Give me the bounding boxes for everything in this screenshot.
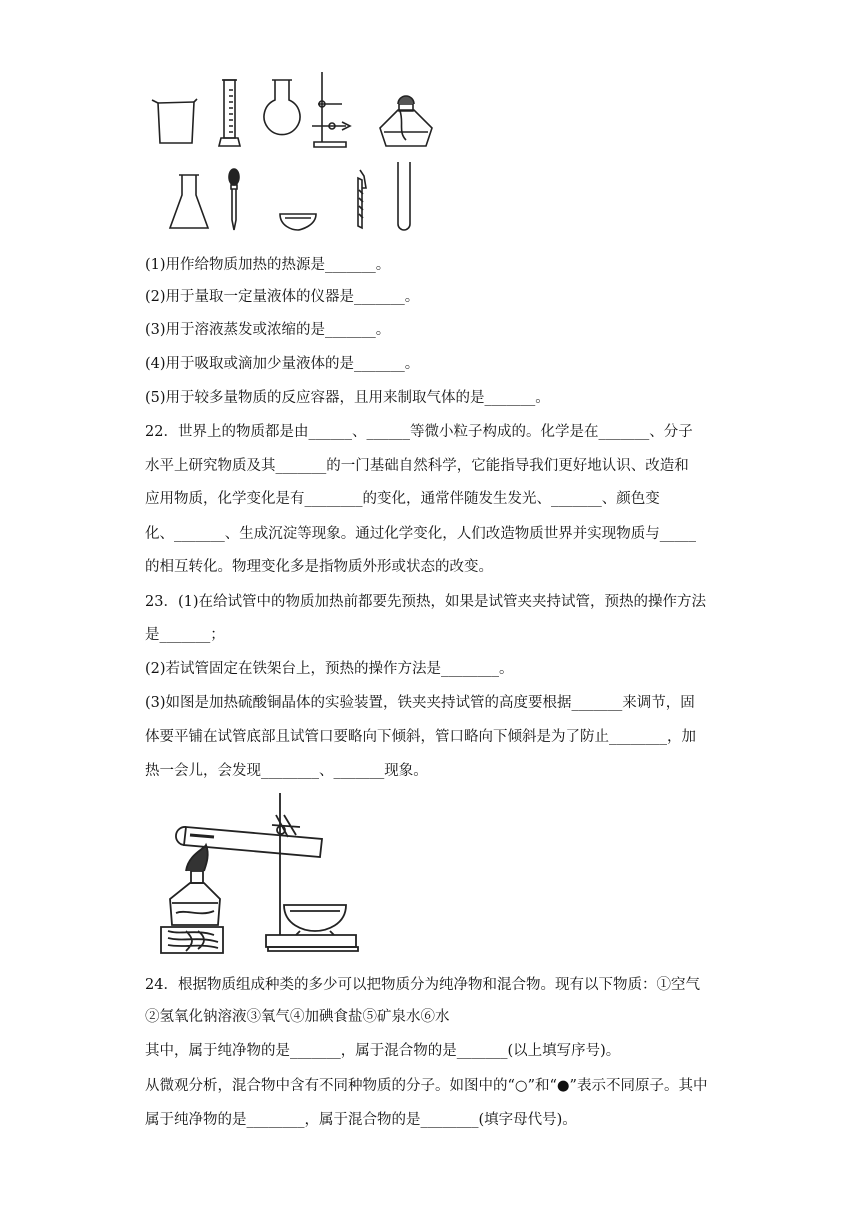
question-21-part-5: (5)用于较多量物质的反应容器，且用来制取气体的是_______。 bbox=[145, 390, 550, 406]
iron-stand-icon bbox=[266, 793, 358, 951]
evaporating-dish-icon bbox=[280, 214, 316, 230]
beaker-icon bbox=[152, 99, 197, 143]
question-22-line: 水平上研究物质及其_______的一门基础自然科学，它能指导我们更好地认识、改造和 bbox=[145, 458, 689, 474]
question-24-line: 属于纯净物的是________，属于混合物的是________(填字母代号)。 bbox=[145, 1112, 577, 1128]
question-21-part-4: (4)用于吸取或滴加少量液体的是_______。 bbox=[145, 356, 420, 372]
question-21-part-1: (1)用作给物质加热的热源是_______。 bbox=[145, 257, 391, 273]
question-22-line: 化、_______、生成沉淀等现象。通过化学变化，人们改造物质世界并实现物质与_____ bbox=[145, 526, 696, 542]
question-23-line: 是_______； bbox=[145, 627, 225, 643]
alcohol-lamp-icon bbox=[170, 845, 220, 925]
dropper-icon bbox=[229, 169, 239, 230]
graduated-cylinder-icon bbox=[219, 80, 240, 146]
question-24-line: 24．根据物质组成种类的多少可以把物质分为纯净物和混合物。现有以下物质：①空气 bbox=[145, 977, 700, 993]
question-21-part-3: (3)用于溶液蒸发或浓缩的是_______。 bbox=[145, 322, 391, 338]
question-24-line: 其中，属于纯净物的是_______，属于混合物的是_______(以上填写序号)。 bbox=[145, 1043, 621, 1059]
question-22-line: 的相互转化。物理变化多是指物质外形或状态的改变。 bbox=[145, 559, 493, 575]
wood-block-icon bbox=[161, 927, 223, 953]
question-23-line: 热一会儿，会发现________、_______现象。 bbox=[145, 763, 428, 779]
question-23-line: 体要平铺在试管底部且试管口要略向下倾斜，管口略向下倾斜是为了防止________，加 bbox=[145, 729, 696, 745]
heating-apparatus-figure bbox=[0, 785, 860, 965]
lab-instruments-figure bbox=[0, 0, 860, 240]
question-21-part-2: (2)用于量取一定量液体的仪器是_______。 bbox=[145, 289, 420, 305]
round-bottom-flask-icon bbox=[264, 80, 300, 135]
test-tube-holder-icon bbox=[358, 170, 366, 228]
question-23-line: 23．(1)在给试管中的物质加热前都要先预热，如果是试管夹夹持试管，预热的操作方法 bbox=[145, 594, 706, 610]
question-23-line: (2)若试管固定在铁架台上，预热的操作方法是________。 bbox=[145, 661, 514, 677]
alcohol-lamp-icon bbox=[380, 96, 432, 146]
evaporating-dish-icon bbox=[284, 905, 346, 935]
test-tube-icon bbox=[398, 162, 410, 230]
question-23-line: (3)如图是加热硫酸铜晶体的实验装置，铁夹夹持试管的高度要根据_______来调节，固 bbox=[145, 695, 695, 711]
question-22-line: 22．世界上的物质都是由______、______等微小粒子构成的。化学是在_______、分子 bbox=[145, 424, 693, 440]
conical-flask-icon bbox=[170, 175, 208, 228]
question-24-line: 从微观分析，混合物中含有不同种物质的分子。如图中的“○”和“●”表示不同原子。其中 bbox=[145, 1078, 708, 1094]
question-22-line: 应用物质，化学变化是有________的变化，通常伴随发生发光、_______、颜色变 bbox=[145, 491, 660, 507]
iron-stand-icon bbox=[312, 72, 350, 147]
question-24-line: ②氢氧化钠溶液③氧气④加碘食盐⑤矿泉水⑥水 bbox=[145, 1009, 450, 1025]
